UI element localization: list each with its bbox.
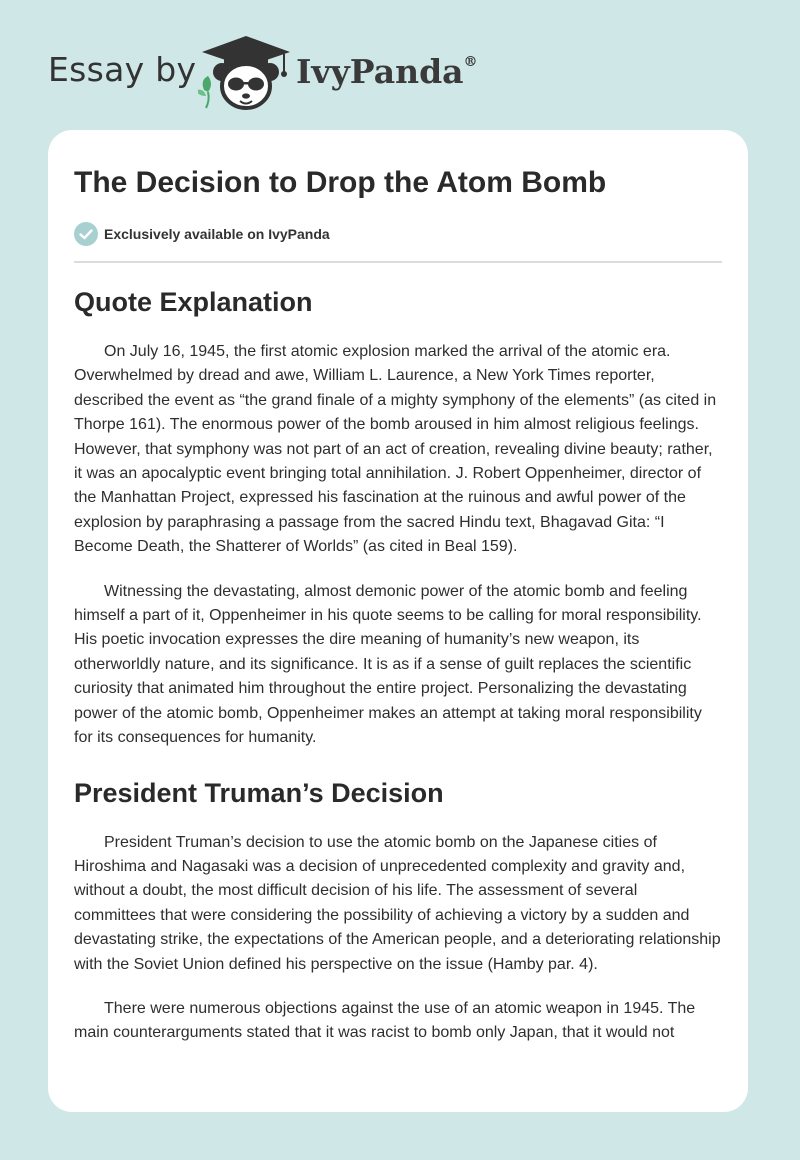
check-circle-icon bbox=[74, 222, 98, 246]
section-heading: Quote Explanation bbox=[74, 287, 313, 317]
exclusive-badge bbox=[74, 222, 330, 246]
essay-card bbox=[48, 130, 748, 1112]
essay-content bbox=[74, 280, 722, 1066]
panda-graduate-icon bbox=[198, 34, 294, 112]
section-heading: President Truman’s Decision bbox=[74, 777, 444, 808]
paragraph: On July 16, 1945, the first atomic explosion marked the arrival of the atomic era. Overwhelmed by dread and awe, William L. Laurence, a New York Times reporter, described the event as “the grand finale of a mighty symphony of the elements” (as cited in Thorpe 161). The enormous power of the bomb aroused in him almost religious feelings. However, that symphony was not part of an act of creation, revealing divine beauty; rather, it was an apocalyptic event bringing total annihilation. J. Robert Oppenheimer, director of the Manhattan Project, expressed his fascination at the ruinous and awful power of the explosion by paraphrasing a passage from the sacred Hindu text, Bhagavad Gita: “I Become Death, the Shatterer of Worlds” (as cited in Beal 159). bbox=[74, 343, 717, 556]
brand-name: IvyPanda® bbox=[296, 52, 478, 91]
paragraph: Witnessing the devastating, almost demonic power of the atomic bomb and feeling himself a part of it, Oppenheimer in his quote seems to be calling for moral responsibility. His poetic invocation expresses the dire meaning of humanity’s new weapon, its otherworldly nature, and its significance. It is as if a sense of guilt replaces the scientific curiosity that animated him throughout the entire project. Personalizing the devastating power of the atomic bomb, Oppenheimer makes an attempt at taking moral responsibility for its consequences for humanity. bbox=[74, 582, 702, 747]
title-divider bbox=[74, 261, 722, 263]
essay-title: The Decision to Drop the Atom Bomb bbox=[74, 166, 607, 199]
paragraph: President Truman’s decision to use the atomic bomb on the Japanese cities of Hiroshima and Nagasaki was a decision of unprecedented complexity and gravity and, without a doubt, the most difficult decision of his life. The assessment of several committees that were considering the possibility of achieving a victory by a sudden and devastating strike, the expectations of the American people, and a deteriorating relationship with the Soviet Union defined his perspective on the issue (Hamby par. 4). bbox=[74, 833, 721, 973]
brand-prefix: Essay by bbox=[48, 50, 197, 89]
paragraph: There were numerous objections against the use of an atomic weapon in 1945. The main counterarguments stated that it was racist to bomb only Japan, that it would not bbox=[74, 999, 696, 1042]
exclusive-badge-text: Exclusively available on IvyPanda bbox=[104, 226, 330, 242]
site-header bbox=[0, 0, 800, 128]
registered-mark: ® bbox=[463, 54, 478, 70]
